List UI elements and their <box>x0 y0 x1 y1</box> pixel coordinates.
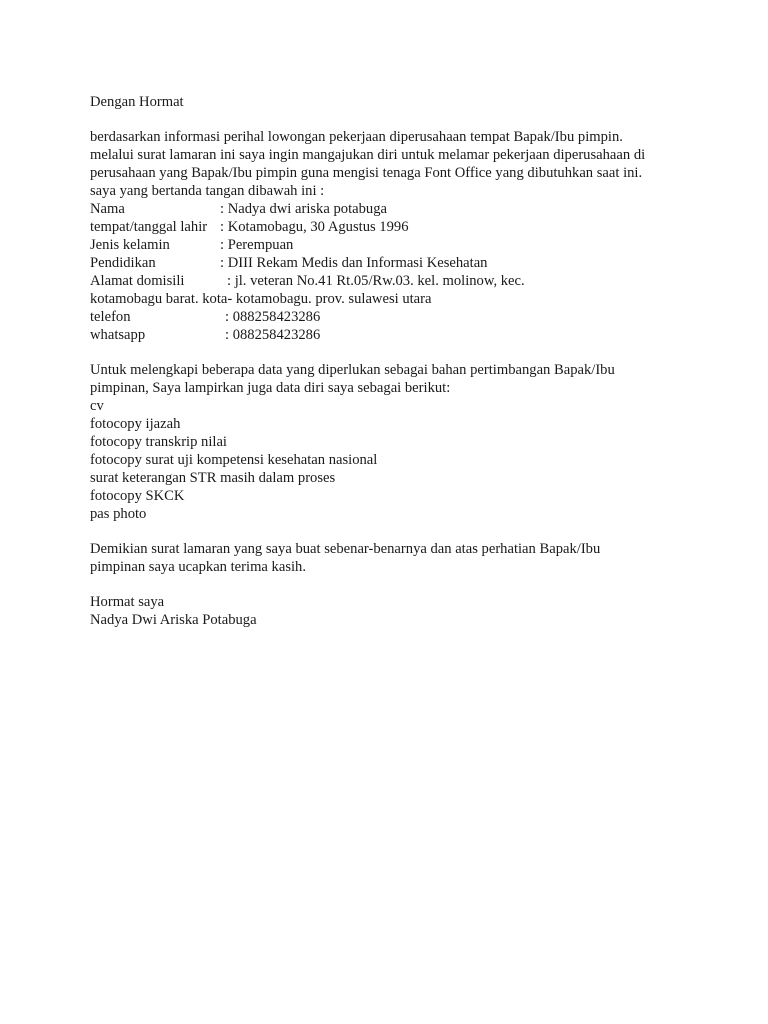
detail-row-address <box>90 272 730 290</box>
closing-line: pimpinan saya ucapkan terima kasih. <box>90 559 306 575</box>
attachment-item: fotocopy ijazah <box>90 416 181 432</box>
attachments-intro-line: pimpinan, Saya lampirkan juga data diri saya sebagai berikut: <box>90 380 451 396</box>
personal-details <box>90 200 730 344</box>
detail-value: : Perempuan <box>220 237 294 253</box>
detail-row-whatsapp <box>90 326 730 344</box>
closing-paragraph <box>90 540 730 576</box>
detail-row-birth <box>90 218 730 236</box>
paragraph-gap <box>90 111 730 128</box>
detail-label: whatsapp <box>90 327 146 343</box>
attachments-intro-line: Untuk melengkapi beberapa data yang diperlukan sebagai bahan pertimbangan Bapak/Ibu <box>90 362 615 378</box>
attachment-item: fotocopy surat uji kompetensi kesehatan nasional <box>90 452 378 468</box>
detail-value: : jl. veteran No.41 Rt.05/Rw.03. kel. molinow, kec. <box>227 273 525 289</box>
detail-value: : Nadya dwi ariska potabuga <box>220 201 387 217</box>
greeting: Dengan Hormat <box>90 94 184 110</box>
attachment-item: surat keterangan STR masih dalam proses <box>90 470 336 486</box>
detail-value: : 088258423286 <box>225 327 321 343</box>
detail-row-phone <box>90 308 730 326</box>
paragraph-gap <box>90 344 730 361</box>
detail-value: : 088258423286 <box>225 309 321 325</box>
detail-label: telefon <box>90 309 131 325</box>
attachment-item: pas photo <box>90 506 147 522</box>
detail-label: Nama <box>90 201 125 217</box>
intro-paragraph <box>90 128 730 200</box>
detail-row-education <box>90 254 730 272</box>
attachments-list <box>90 397 730 523</box>
signoff: Hormat saya <box>90 594 165 610</box>
detail-value: : Kotamobagu, 30 Agustus 1996 <box>220 219 409 235</box>
detail-label: tempat/tanggal lahir <box>90 219 208 235</box>
attachments-paragraph <box>90 361 730 397</box>
paragraph-gap <box>90 576 730 593</box>
attachment-item: cv <box>90 398 104 414</box>
attachment-item: fotocopy transkrip nilai <box>90 434 227 450</box>
paragraph-gap <box>90 523 730 540</box>
closing-line: Demikian surat lamaran yang saya buat sebenar-benarnya dan atas perhatian Bapak/Ibu <box>90 541 601 557</box>
detail-label: Jenis kelamin <box>90 237 170 253</box>
intro-line: melalui surat lamaran ini saya ingin mangajukan diri untuk melamar pekerjaan diperusahaan di <box>90 147 646 163</box>
detail-label: Alamat domisili <box>90 273 185 289</box>
attachment-item: fotocopy SKCK <box>90 488 185 504</box>
address-continued: kotamobagu barat. kota- kotamobagu. prov. sulawesi utara <box>90 291 432 307</box>
intro-line: perusahaan yang Bapak/Ibu pimpin guna mengisi tenaga Font Office yang dibutuhkan saat ini. <box>90 165 643 181</box>
detail-value: : DIII Rekam Medis dan Informasi Kesehatan <box>220 255 488 271</box>
letter-document <box>90 93 730 629</box>
intro-line: saya yang bertanda tangan dibawah ini : <box>90 183 325 199</box>
detail-row-name <box>90 200 730 218</box>
intro-line: berdasarkan informasi perihal lowongan pekerjaan diperusahaan tempat Bapak/Ibu pimpin. <box>90 129 623 145</box>
signature-name: Nadya Dwi Ariska Potabuga <box>90 612 257 628</box>
detail-row-gender <box>90 236 730 254</box>
detail-label: Pendidikan <box>90 255 156 271</box>
